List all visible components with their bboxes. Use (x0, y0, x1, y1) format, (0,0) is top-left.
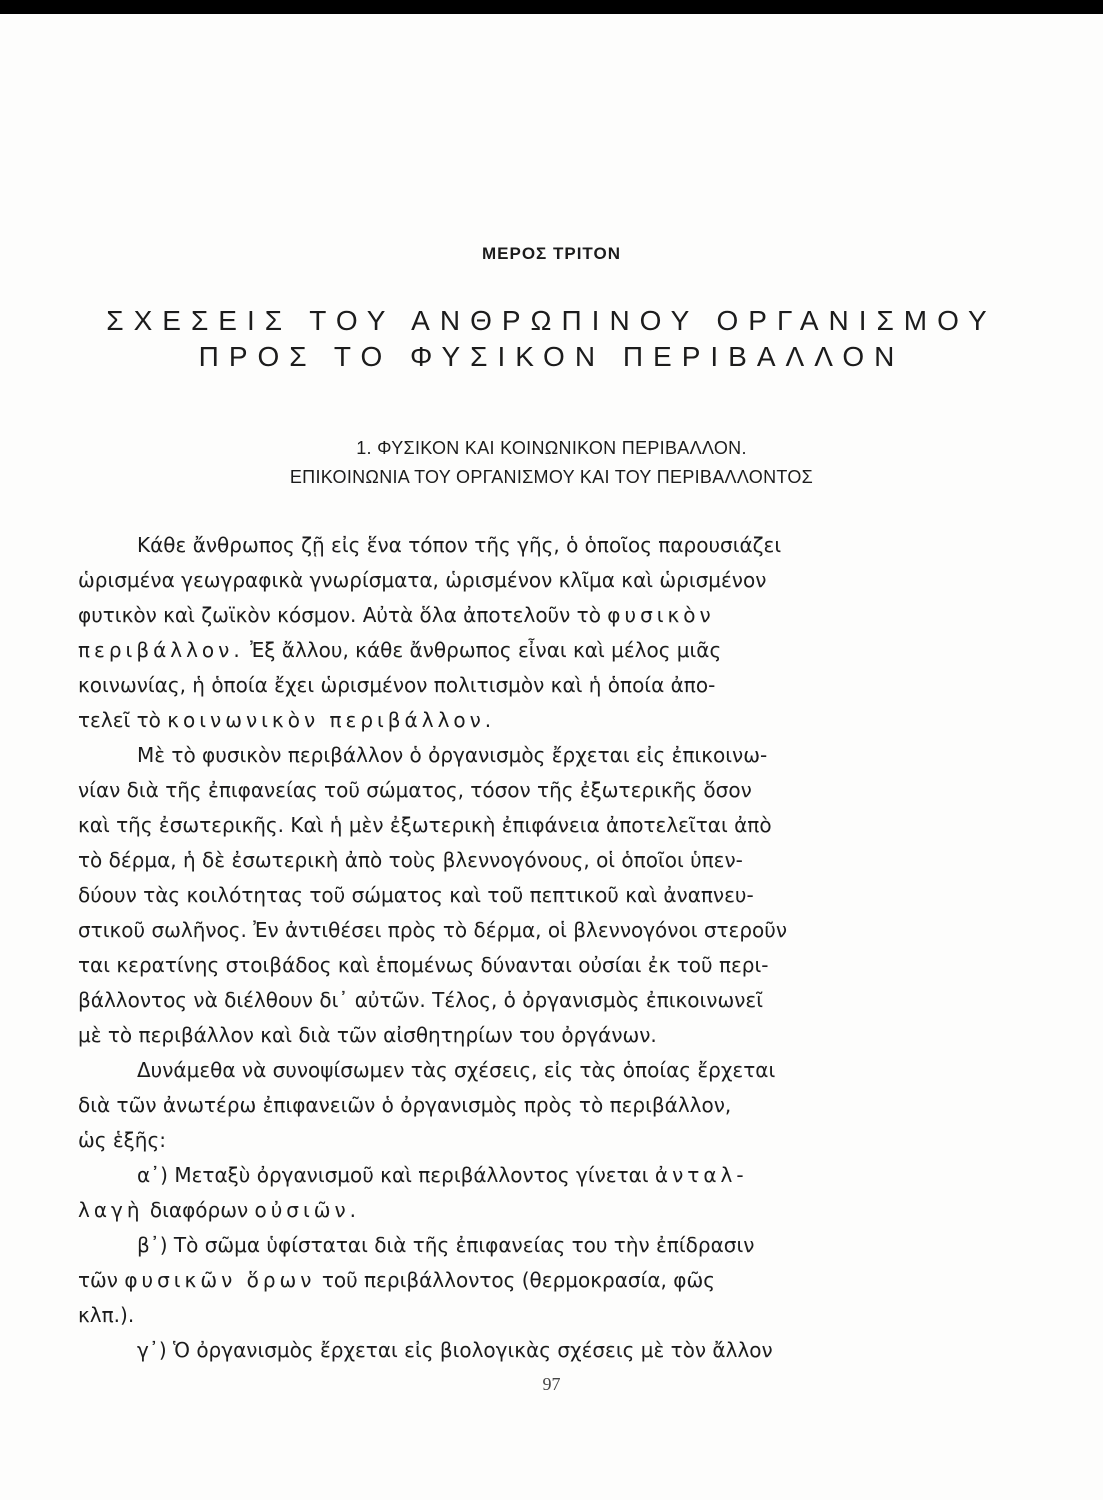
body-line: α᾽) Μεταξὺ ὀργανισμοῦ καὶ περιβάλλοντος γίνεται ἀνταλ- (137, 1163, 748, 1187)
body-line: τῶν φυσικῶν ὅρων τοῦ περιβάλλοντος (θερμοκρασία, φῶς (78, 1268, 715, 1292)
section-heading-line-2: ΕΠΙΚΟΙΝΩΝΙΑ ΤΟΥ ΟΡΓΑΝΙΣΜΟΥ ΚΑΙ ΤΟΥ ΠΕΡΙΒΑΛΛΟΝΤΟΣ (289, 467, 814, 487)
body-line: Κάθε ἄνθρωπος ζῇ εἰς ἕνα τόπον τῆς γῆς, ὁ ὁποῖος παρουσιάζει (137, 533, 782, 557)
page-number: 97 (542, 1374, 561, 1394)
spaced-term: φυσικὸν (607, 603, 715, 627)
body-line: λαγὴ διαφόρων οὐσιῶν. (78, 1198, 361, 1222)
body-line: Μὲ τὸ φυσικὸν περιβάλλον ὁ ὀργανισμὸς ἔρχεται εἰς ἐπικοινω- (137, 743, 768, 767)
body-line: περιβάλλον. Ἐξ ἄλλου, κάθε ἄνθρωπος εἶναι καὶ μέλος μιᾶς (78, 638, 722, 662)
spaced-term: φυσικῶν ὅρων (124, 1268, 316, 1292)
spaced-term: λαγὴ (78, 1198, 144, 1222)
body-line: τελεῖ τὸ κοινωνικὸν περιβάλλον. (78, 708, 496, 732)
body-line: στικοῦ σωλῆνος. Ἐν ἀντιθέσει πρὸς τὸ δέρμα, οἱ βλεννογόνοι στεροῦν (78, 918, 788, 942)
section-heading-line-1: 1. ΦΥΣΙΚΟΝ ΚΑΙ ΚΟΙΝΩΝΙΚΟΝ ΠΕΡΙΒΑΛΛΟΝ. (356, 438, 747, 458)
body-line: τὸ δέρμα, ἡ δὲ ἐσωτερικὴ ἀπὸ τοὺς βλεννογόνους, οἱ ὁποῖοι ὑπεν- (78, 848, 743, 872)
body-line: βάλλοντος νὰ διέλθουν δι᾽ αὐτῶν. Τέλος, ὁ ὀργανισμὸς ἐπικοινωνεῖ (78, 988, 763, 1012)
body-line: Δυνάμεθα νὰ συνοψίσωμεν τὰς σχέσεις, εἰς τὰς ὁποίας ἔρχεται (137, 1058, 776, 1082)
chapter-title-line-1: ΣΧΕΣΕΙΣ ΤΟΥ ΑΝΘΡΩΠΙΝΟΥ ΟΡΓΑΝΙΣΜΟΥ (106, 305, 997, 336)
body-line: ὡς ἑξῆς: (78, 1128, 166, 1152)
body-line: β᾽) Τὸ σῶμα ὑφίσταται διὰ τῆς ἐπιφανείας του τὴν ἐπίδρασιν (137, 1233, 755, 1257)
body-line: γ᾽) Ὁ ὀργανισμὸς ἔρχεται εἰς βιολογικὰς σχέσεις μὲ τὸν ἄλλον (137, 1338, 773, 1362)
body-line: καὶ τῆς ἐσωτερικῆς. Καὶ ἡ μὲν ἐξωτερικὴ ἐπιφάνεια ἀποτελεῖται ἀπὸ (78, 813, 772, 837)
body-line: κλπ.). (78, 1303, 135, 1327)
spaced-term: κοινωνικὸν περιβάλλον. (167, 708, 496, 732)
body-line: ὡρισμένα γεωγραφικὰ γνωρίσματα, ὡρισμένον κλῖμα καὶ ὡρισμένον (78, 568, 767, 592)
chapter-title-line-2: ΠΡΟΣ ΤΟ ΦΥΣΙΚΟΝ ΠΕΡΙΒΑΛΛΟΝ (198, 341, 905, 372)
body-line: ται κερατίνης στοιβάδος καὶ ἑπομένως δύνανται οὐσίαι ἐκ τοῦ περι- (78, 953, 769, 977)
body-line: διὰ τῶν ἀνωτέρω ἐπιφανειῶν ὁ ὀργανισμὸς πρὸς τὸ περιβάλλον, (78, 1093, 732, 1117)
part-heading: ΜΕΡΟΣ ΤΡΙΤΟΝ (481, 244, 621, 263)
body-line: νίαν διὰ τῆς ἐπιφανείας τοῦ σώματος, τόσον τῆς ἐξωτερικῆς ὅσον (78, 778, 752, 802)
scan-top-edge (0, 0, 1103, 14)
body-line: φυτικὸν καὶ ζωϊκὸν κόσμον. Αὐτὰ ὅλα ἀποτελοῦν τὸ φυσικὸν (78, 603, 715, 627)
body-line: μὲ τὸ περιβάλλον καὶ διὰ τῶν αἰσθητηρίων του ὀργάνων. (78, 1023, 657, 1047)
body-line: κοινωνίας, ἡ ὁποία ἔχει ὡρισμένον πολιτισμὸν καὶ ἡ ὁποία ἀπο- (78, 673, 716, 697)
spaced-term: περιβάλλον. (78, 638, 244, 662)
spaced-term: οὐσιῶν. (254, 1198, 361, 1222)
body-line: δύουν τὰς κοιλότητας τοῦ σώματος καὶ τοῦ πεπτικοῦ καὶ ἀναπνευ- (78, 883, 754, 907)
spaced-term: ἀνταλ- (654, 1163, 748, 1187)
